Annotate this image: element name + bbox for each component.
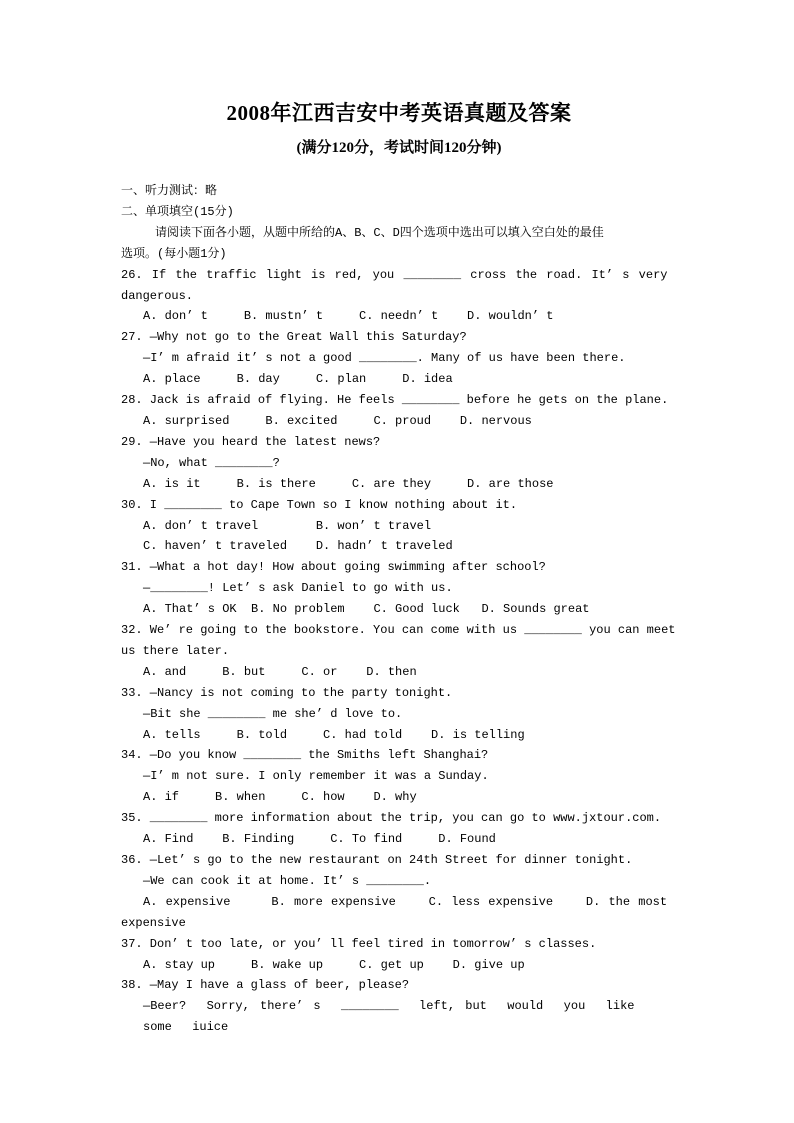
- text-line: A. expensive B. more expensive C. less expensive D. the most: [143, 894, 668, 909]
- text-line: A. if B. when C. how D. why: [143, 790, 417, 805]
- text-line: 27. —Why not go to the Great Wall this Saturday?: [121, 330, 467, 345]
- text-line: A. and B. but C. or D. then: [143, 664, 417, 679]
- text-line: A. Find B. Finding C. To find D. Found: [143, 832, 496, 847]
- text-line: A. tells B. told C. had told D. is telling: [143, 727, 525, 742]
- text-line: A. That’ s OK B. No problem C. Good luck D. Sounds great: [143, 602, 590, 617]
- text-line: 一、听力测试：略: [121, 184, 218, 198]
- text-line: 33. —Nancy is not coming to the party tonight.: [121, 685, 453, 700]
- text-line: —Beer? Sorry, there’ s ________ left, but would you like some iuice: [143, 999, 655, 1035]
- text-line: A. don’ t travel B. won’ t travel: [143, 518, 432, 533]
- text-line: 选项。(每小题1分): [121, 246, 227, 261]
- text-line: 34. —Do you know ________ the Smiths left Shanghai?: [121, 748, 489, 763]
- text-line: 37. Don’ t too late, or you’ ll feel tired in tomorrow’ s classes.: [121, 936, 597, 951]
- doc-title: 2008年江西吉安中考英语真题及答案: [226, 101, 572, 125]
- text-line: 35. ________ more information about the trip, you can go to www.jxtour.com.: [121, 811, 662, 826]
- text-line: 36. —Let’ s go to the new restaurant on 24th Street for dinner tonight.: [121, 853, 633, 867]
- text-line: 二、单项填空(15分): [121, 204, 234, 219]
- text-line: 30. I ________ to Cape Town so I know nothing about it.: [121, 497, 518, 512]
- document-body: [121, 181, 677, 1038]
- text-line: A. stay up B. wake up C. get up D. give up: [143, 957, 525, 972]
- text-line: 31. —What a hot day! How about going swimming after school?: [121, 560, 546, 575]
- text-line: C. haven’ t traveled D. hadn’ t traveled: [143, 539, 453, 554]
- text-line: —Bit she ________ me she’ d love to.: [143, 706, 403, 721]
- text-line: —No, what ________?: [143, 455, 280, 470]
- text-line: expensive: [121, 915, 186, 930]
- text-line: A. place B. day C. plan D. idea: [143, 372, 453, 387]
- text-line: A. don’ t B. mustn’ t C. needn’ t D. wouldn’ t: [143, 309, 554, 324]
- text-line: —________! Let’ s ask Daniel to go with us.: [143, 581, 453, 596]
- text-line: 38. —May I have a glass of beer, please?: [121, 978, 410, 993]
- text-line: 请阅读下面各小题，从题中所给的A、B、C、D四个选项中选出可以填入空白处的最佳: [155, 225, 604, 240]
- text-line: 26. If the traffic light is red, you ________ cross the road. It’ s very: [121, 267, 668, 282]
- text-line: 28. Jack is afraid of flying. He feels ________ before he gets on the plane.: [121, 393, 669, 408]
- text-line: us there later.: [121, 643, 230, 658]
- text-line: 29. —Have you heard the latest news?: [121, 434, 381, 449]
- text-line: —I’ m afraid it’ s not a good ________. Many of us have been there.: [143, 351, 626, 366]
- text-line: A. surprised B. excited C. proud D. nervous: [143, 413, 532, 428]
- doc-subtitle: (满分120分，考试时间120分钟): [296, 140, 502, 156]
- text-line: —We can cook it at home. It’ s ________.: [143, 873, 432, 888]
- text-line: —I’ m not sure. I only remember it was a Sunday.: [143, 769, 489, 784]
- text-line: dangerous.: [121, 288, 194, 303]
- text-line: 32. We’ re going to the bookstore. You can come with us ________ you can meet: [121, 623, 676, 638]
- text-line: A. is it B. is there C. are they D. are those: [143, 476, 554, 491]
